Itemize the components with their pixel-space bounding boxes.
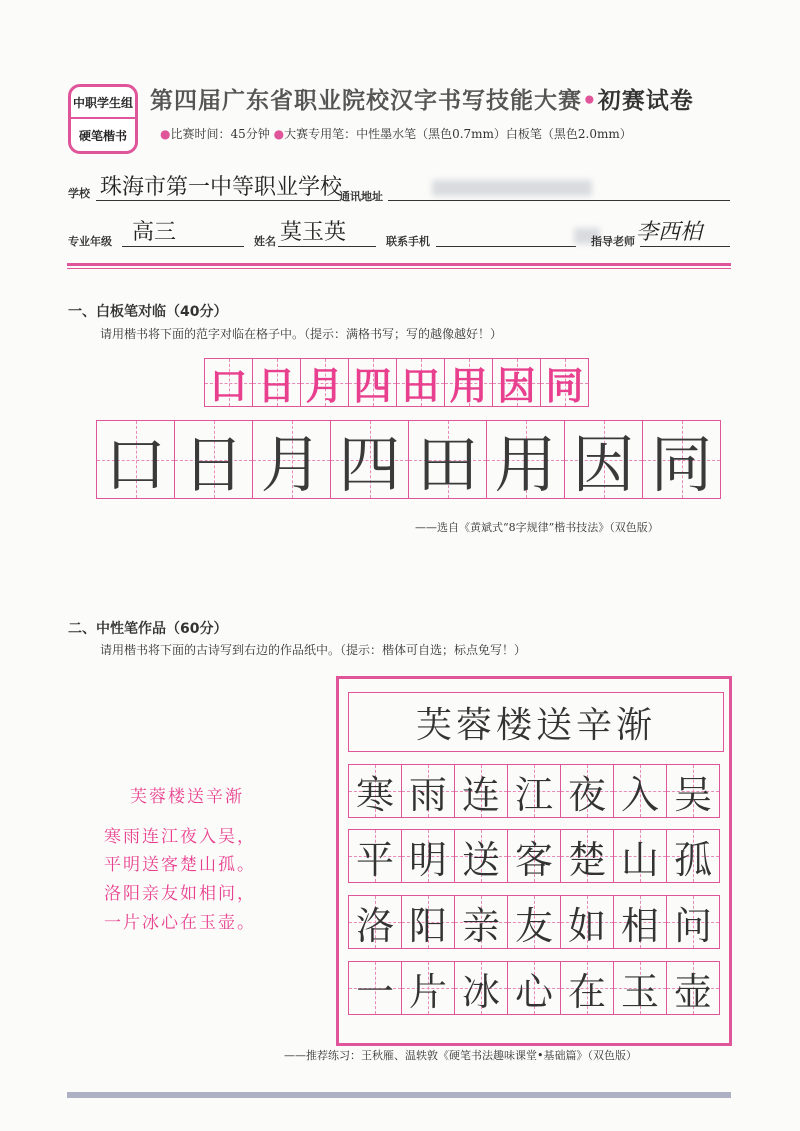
divider-top bbox=[67, 263, 731, 266]
section1-title: 一、白板笔对临（40分） bbox=[68, 304, 228, 320]
written-char-cell: 日 bbox=[174, 420, 253, 499]
work-char-cell: 片 bbox=[401, 961, 455, 1015]
work-char-cell: 在 bbox=[560, 961, 614, 1015]
title-sub: 初赛试卷 bbox=[597, 88, 694, 114]
work-row bbox=[348, 961, 720, 1015]
written-char-cell: 用 bbox=[486, 420, 565, 499]
model-char-cell: 因 bbox=[492, 358, 541, 407]
work-row bbox=[348, 764, 720, 818]
category-badge bbox=[68, 84, 138, 154]
work-char-cell: 夜 bbox=[560, 764, 614, 818]
bullet-icon: ● bbox=[273, 127, 285, 141]
poem-line: 一片冰心在玉壶。 bbox=[104, 913, 256, 933]
badge-type: 硬笔楷书 bbox=[78, 128, 127, 143]
grade-label: 专业年级 bbox=[68, 235, 112, 248]
teacher-label: 指导老师 bbox=[591, 235, 635, 248]
model-char-cell: 口 bbox=[204, 358, 253, 407]
divider-bottom bbox=[67, 1092, 731, 1098]
poem-line: 平明送客楚山孤。 bbox=[104, 855, 256, 875]
work-char-cell: 寒 bbox=[348, 764, 402, 818]
grade-value: 高三 bbox=[132, 220, 177, 245]
model-char-cell: 田 bbox=[396, 358, 445, 407]
work-char-cell: 壶 bbox=[666, 961, 720, 1015]
school-value: 珠海市第一中等职业学校 bbox=[100, 175, 343, 200]
school-label: 学校 bbox=[68, 187, 90, 200]
work-char-cell: 客 bbox=[507, 829, 561, 883]
written-char-row bbox=[96, 420, 721, 499]
model-char-cell: 日 bbox=[252, 358, 301, 407]
work-char-cell: 心 bbox=[507, 961, 561, 1015]
poem-title: 芙蓉楼送辛渐 bbox=[130, 787, 244, 807]
work-char-cell: 送 bbox=[454, 829, 508, 883]
address-line bbox=[388, 200, 730, 201]
poem-line: 洛阳亲友如相问， bbox=[104, 884, 256, 904]
work-char-cell: 问 bbox=[666, 895, 720, 949]
work-char-cell: 洛 bbox=[348, 895, 402, 949]
school-line bbox=[96, 200, 339, 201]
grade-line bbox=[122, 246, 244, 247]
section1-source: ——选自《黄斌式“8字规律”楷书技法》（双色版） bbox=[415, 521, 659, 534]
bullet-icon: ● bbox=[160, 127, 171, 141]
redacted-address bbox=[432, 180, 592, 196]
work-char-cell: 明 bbox=[401, 829, 455, 883]
work-char-cell: 相 bbox=[613, 895, 667, 949]
exam-time: 比赛时间：45分钟 bbox=[170, 127, 270, 141]
teacher-value: 李西柏 bbox=[636, 220, 703, 245]
name-line bbox=[278, 246, 376, 247]
section2-desc: 请用楷书将下面的古诗写到右边的作品纸中。（提示：楷体可自选；标点免写！） bbox=[100, 643, 527, 657]
work-char-cell: 平 bbox=[348, 829, 402, 883]
work-char-cell: 玉 bbox=[613, 961, 667, 1015]
written-char-cell: 月 bbox=[252, 420, 331, 499]
model-char-row bbox=[204, 358, 589, 407]
badge-group: 中职学生组 bbox=[71, 87, 135, 119]
teacher-line bbox=[640, 246, 730, 247]
written-char-cell: 四 bbox=[330, 420, 409, 499]
work-title-box bbox=[348, 692, 724, 752]
exam-pens: 大赛专用笔：中性墨水笔（黑色0.7mm）白板笔（黑色2.0mm） bbox=[284, 127, 632, 141]
work-title: 芙蓉楼送辛渐 bbox=[415, 704, 656, 746]
work-char-cell: 入 bbox=[613, 764, 667, 818]
phone-line bbox=[436, 246, 576, 247]
page-title bbox=[150, 82, 694, 115]
work-char-cell: 山 bbox=[613, 829, 667, 883]
poem-line: 寒雨连江夜入吴， bbox=[104, 827, 256, 847]
model-char-cell: 四 bbox=[348, 358, 397, 407]
work-row bbox=[348, 829, 720, 883]
title-separator: • bbox=[582, 88, 598, 114]
work-char-cell: 如 bbox=[560, 895, 614, 949]
model-char-cell: 月 bbox=[300, 358, 349, 407]
work-char-cell: 楚 bbox=[560, 829, 614, 883]
work-char-cell: 阳 bbox=[401, 895, 455, 949]
work-char-cell: 吴 bbox=[666, 764, 720, 818]
work-char-cell: 连 bbox=[454, 764, 508, 818]
exam-info bbox=[160, 125, 632, 142]
model-char-cell: 同 bbox=[540, 358, 589, 407]
work-char-cell: 江 bbox=[507, 764, 561, 818]
section1-desc: 请用楷书将下面的范字对临在格子中。（提示：满格书写；写的越像越好！） bbox=[100, 327, 503, 341]
work-char-cell: 亲 bbox=[454, 895, 508, 949]
work-row bbox=[348, 895, 720, 949]
name-label: 姓名 bbox=[254, 235, 276, 248]
work-char-cell: 冰 bbox=[454, 961, 508, 1015]
work-char-cell: 孤 bbox=[666, 829, 720, 883]
name-value: 莫玉英 bbox=[280, 220, 347, 245]
title-main: 第四届广东省职业院校汉字书写技能大赛 bbox=[150, 88, 582, 114]
written-char-cell: 田 bbox=[408, 420, 487, 499]
divider-top-thin bbox=[67, 268, 731, 269]
phone-label: 联系手机 bbox=[386, 235, 430, 248]
work-char-cell: 友 bbox=[507, 895, 561, 949]
model-char-cell: 用 bbox=[444, 358, 493, 407]
written-char-cell: 因 bbox=[564, 420, 643, 499]
address-label: 通讯地址 bbox=[339, 190, 383, 203]
recommend-note: ——推荐练习：王秋雁、温轶敦《硬笔书法趣味课堂•基础篇》（双色版） bbox=[284, 1049, 637, 1062]
section2-title: 二、中性笔作品（60分） bbox=[68, 621, 228, 637]
written-char-cell: 同 bbox=[642, 420, 721, 499]
work-char-cell: 雨 bbox=[401, 764, 455, 818]
written-char-cell: 口 bbox=[96, 420, 175, 499]
work-char-cell: 一 bbox=[348, 961, 402, 1015]
